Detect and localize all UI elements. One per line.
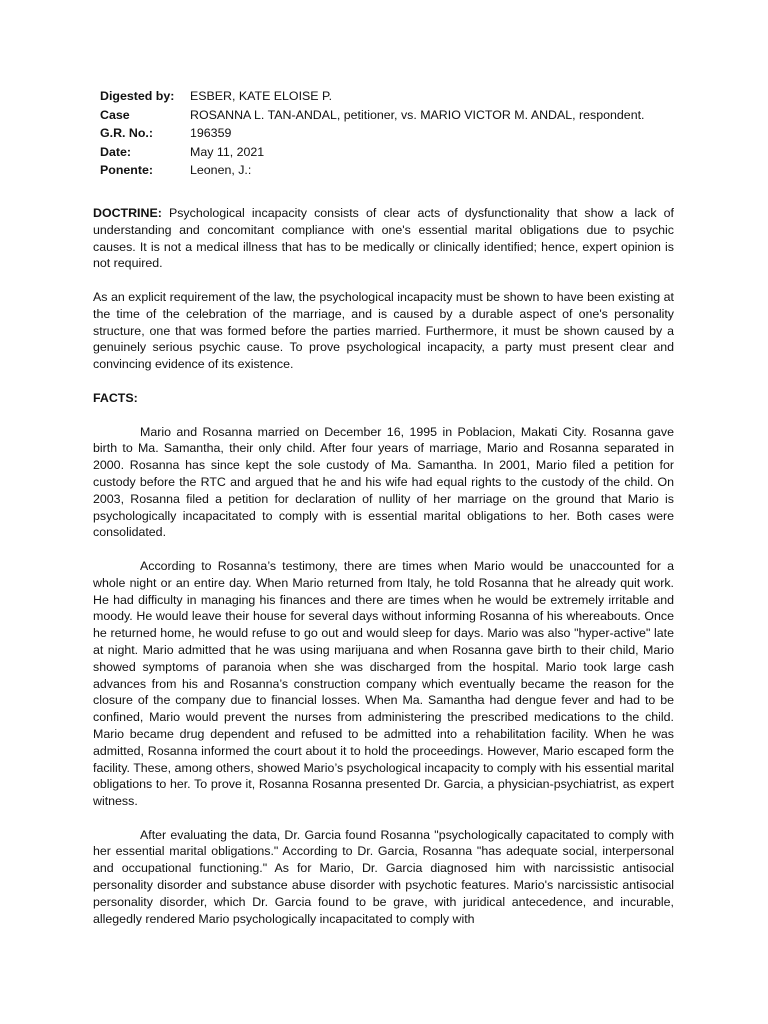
header-label: Ponente:	[100, 163, 154, 177]
header-value: ROSANNA L. TAN-ANDAL, petitioner, vs. MARIO VICTOR M. ANDAL, respondent.	[190, 107, 645, 122]
header-label: Digested by:	[100, 89, 175, 103]
header-label: Date:	[100, 144, 131, 159]
doctrine-paragraph-2: As an explicit requirement of the law, the psychological incapacity must be shown to have been existing at the time of the celebration of the marriage, and is caused by a durable aspect of one's personality structure, one that was formed before the parties married. Furthermore, it must be shown caused by a genuinely serious psychic cause. To prove psychological incapacity, a party must present clear and convincing evidence of its existence.	[93, 289, 674, 372]
header-row-case	[100, 107, 644, 126]
case-header	[100, 88, 644, 181]
header-label: G.R. No.:	[100, 126, 153, 140]
facts-paragraph-3: After evaluating the data, Dr. Garcia found Rosanna "psychologically capacitated to comply with her essential marital obligations." According to Dr. Garcia, Rosanna "has adequate social, interpersonal and occupational functioning." As for Mario, Dr. Garcia diagnosed him with narcissistic antisocial personality disorder and substance abuse disorder with psychotic features. Mario's narcissistic antisocial personality disorder, which Dr. Garcia found to be grave, with juridical antecedence, and incurable, allegedly rendered Mario psychologically incapacitated to comply with	[93, 827, 674, 926]
document-body	[93, 205, 674, 927]
header-row-ponente	[100, 162, 644, 181]
header-row-digested-by	[100, 88, 644, 107]
facts-paragraph-2: According to Rosanna’s testimony, there are times when Mario would be unaccounted for a whole night or an entire day. When Mario returned from Italy, he told Rosanna that he already quit work. He had difficulty in managing his finances and there are times when he would be extremely irritable and moody. He would leave their house for several days without informing Rosanna of his whereabouts. Once he returned home, he would refuse to go out and would sleep for days. Mario was also "hyper-active" late at night. Mario admitted that he was using marijuana and when Rosanna gave birth to their child, Mario showed symptoms of paranoia when she was discharged from the hospital. Mario took large cash advances from his and Rosanna’s construction company which eventually became the reason for the closure of the company due to financial losses. When Ma. Samantha had dengue fever and had to be confined, Mario would prevent the nurses from administering the prescribed medications to the child. Mario became drug dependent and refused to be admitted into a rehabilitation facility. When he was admitted, Rosanna informed the court about it to hold the proceedings. However, Mario escaped form the facility. These, among others, showed Mario’s psychological incapacity to comply with his essential marital obligations to her. To prove it, Rosanna Rosanna presented Dr. Garcia, a physician-psychiatrist, as expert witness.	[93, 558, 674, 809]
doctrine-text: Psychological incapacity consists of clear acts of dysfunctionality that show a lack of understanding and concomitant compliance with one's essential marital obligations due to psychic causes. It is not a medical illness that has to be medically or clinically identified; hence, expert opinion is not required.	[93, 206, 674, 271]
header-label: Case	[100, 107, 130, 122]
header-row-date	[100, 144, 644, 163]
doctrine-label: DOCTRINE:	[93, 206, 162, 220]
facts-paragraph-1: Mario and Rosanna married on December 16, 1995 in Poblacion, Makati City. Rosanna gave birth to Ma. Samantha, their only child. After four years of marriage, Mario and Rosanna separated in 2000. Rosanna has since kept the sole custody of Ma. Samantha. In 2001, Mario filed a petition for custody before the RTC and argued that he and his wife had equal rights to the custody of the child. On 2003, Rosanna filed a petition for declaration of nullity of her marriage on the ground that Mario is psychologically incapacitated to comply with is essential marital obligations to her. Both cases were consolidated.	[93, 424, 674, 540]
header-value: ESBER, KATE ELOISE P.	[190, 89, 333, 103]
header-row-gr-no	[100, 125, 644, 144]
header-value: 196359	[190, 126, 232, 140]
header-value: Leonen, J.:	[190, 163, 252, 177]
header-value: May 11, 2021	[190, 144, 265, 159]
facts-heading: FACTS:	[93, 390, 138, 405]
doctrine-paragraph	[93, 205, 674, 272]
